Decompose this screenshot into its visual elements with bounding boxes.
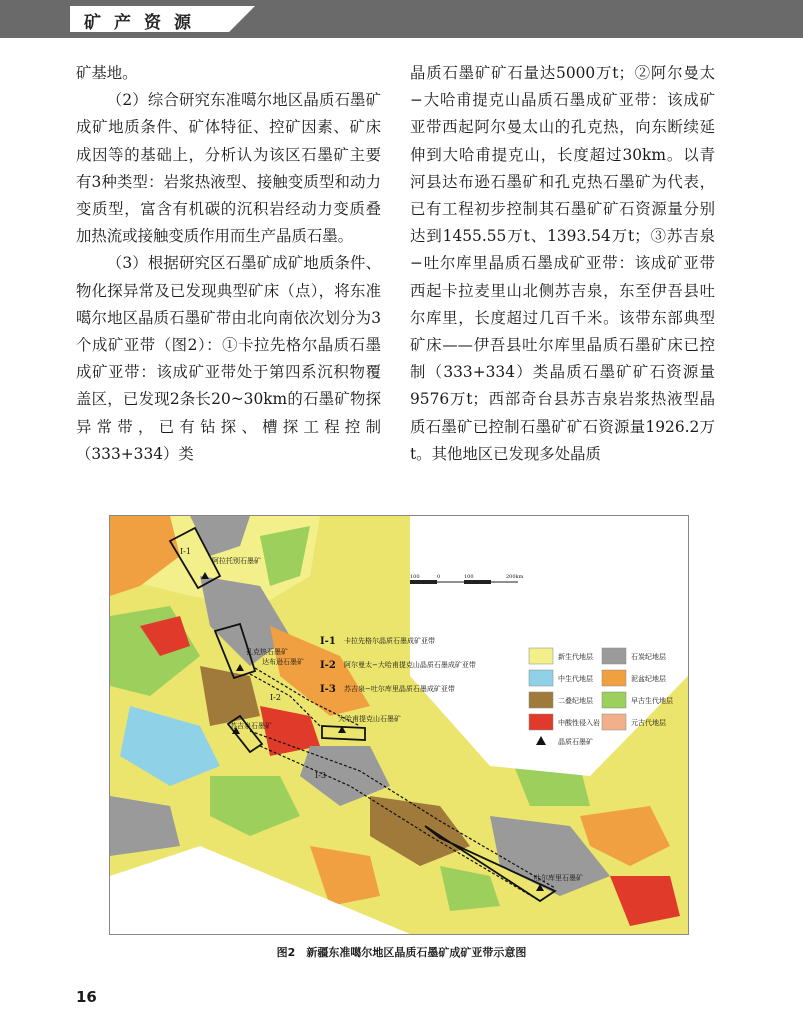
svg-text:阿尔曼太−大哈甫提克山晶质石墨成矿亚带: 阿尔曼太−大哈甫提克山晶质石墨成矿亚带 [344, 661, 476, 669]
deposit-label: 吐尔库里石墨矿 [534, 874, 583, 882]
svg-text:泥盆纪地层: 泥盆纪地层 [631, 675, 666, 683]
svg-text:卡拉先格尔晶质石墨成矿亚带: 卡拉先格尔晶质石墨成矿亚带 [344, 637, 435, 645]
svg-text:I-2: I-2 [320, 660, 336, 671]
belt-label-i1: I-1 [180, 547, 191, 556]
paragraph: （3）根据研究区石墨矿成矿地质条件、物化探异常及已发现典型矿床（点），将东准噶尔地区晶质石墨矿带由北向南依次划分为3个成矿亚带（图2）：①卡拉先格尔晶质石墨成矿亚带：该成矿亚带处于第四系沉积物覆盖区，已发现2条长20~30km的石墨矿物探异常带，已有钻探、槽探工程控制（333+334）类 [76, 254, 381, 463]
deposit-label: 大哈甫提克山石墨矿 [338, 715, 401, 723]
deposit-label: 阿拉托别石墨矿 [212, 557, 261, 565]
svg-text:早古生代地层: 早古生代地层 [631, 697, 673, 705]
svg-text:石炭纪地层: 石炭纪地层 [631, 653, 666, 661]
deposit-label: 苏吉泉石墨矿 [230, 722, 272, 730]
svg-text:中酸性侵入岩: 中酸性侵入岩 [558, 719, 600, 727]
svg-text:200km: 200km [506, 574, 524, 580]
deposit-label: 达布逊石墨矿 [262, 658, 304, 666]
svg-text:0: 0 [437, 574, 441, 580]
svg-text:I-1: I-1 [320, 636, 336, 647]
belt-label-i3: I-3 [315, 771, 326, 780]
svg-text:100: 100 [464, 574, 474, 580]
page-number: 16 [76, 988, 97, 1006]
svg-text:新生代地层: 新生代地层 [558, 653, 593, 661]
section-title: 矿产资源 [84, 13, 204, 33]
figure-caption: 图2 新疆东准噶尔地区晶质石墨矿成矿亚带示意图 [276, 946, 527, 959]
paragraph: 晶质石墨矿矿石量达5000万t；②阿尔曼太−大哈甫提克山晶质石墨成矿亚带：该成矿亚带西起阿尔曼太山的孔克热，向东断续延伸到大哈甫提克山，长度超过30km。以青河县达布逊石墨矿和孔克热石墨矿为代表，已有工程初步控制其石墨矿矿石资源量分别达到1455.55万t、1393.54万t；③苏吉泉−吐尔库里晶质石墨成矿亚带：该成矿亚带西起卡拉麦里山北侧苏吉泉，东至伊吾县吐尔库里，长度超过几百千米。该带东部典型矿床——伊吾县吐尔库里晶质石墨矿床已控制（333+334）类晶质石墨矿矿石资源量9576万t；西部奇台县苏吉泉岩浆热液型晶质石墨矿已控制石墨矿矿石资源量1926.2万t。其他地区已发现多处晶质 [410, 64, 715, 463]
svg-text:苏吉泉−吐尔库里晶质石墨成矿亚带: 苏吉泉−吐尔库里晶质石墨成矿亚带 [344, 685, 455, 693]
left-text-column [76, 60, 381, 468]
svg-text:二叠纪地层: 二叠纪地层 [558, 697, 593, 705]
svg-text:元古代地层: 元古代地层 [631, 719, 666, 727]
right-text-column [410, 60, 715, 468]
svg-text:中生代地层: 中生代地层 [558, 675, 593, 683]
paragraph: （2）综合研究东准噶尔地区晶质石墨矿成矿地质条件、矿体特征、控矿因素、矿床成因等的基础上，分析认为该区石墨矿主要有3种类型：岩浆热液型、接触变质型和动力变质型，富含有机碳的沉积岩经动力变质叠加热流或接触变质作用而生产晶质石墨。 [76, 91, 381, 246]
geological-map-figure [109, 515, 689, 935]
paragraph: 矿基地。 [76, 64, 138, 82]
geological-map [110, 516, 688, 934]
belt-label-i2: I-2 [270, 693, 281, 702]
svg-text:I-3: I-3 [320, 684, 336, 695]
svg-text:晶质石墨矿: 晶质石墨矿 [558, 738, 593, 746]
svg-text:100: 100 [410, 574, 420, 580]
deposit-label: 孔克热石墨矿 [246, 648, 288, 656]
